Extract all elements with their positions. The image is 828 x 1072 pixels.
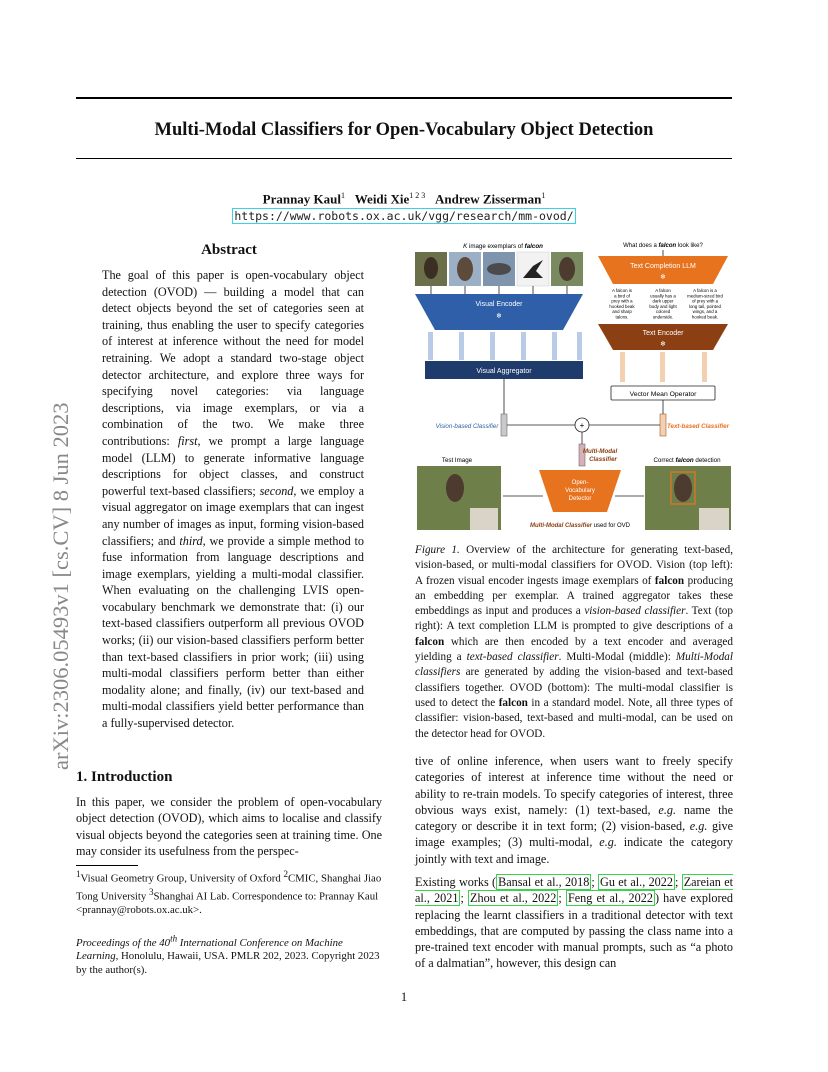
author-name: Andrew Zisserman — [435, 191, 542, 207]
llm-description-line: colored — [655, 309, 671, 315]
llm-label: Text Completion LLM — [630, 263, 696, 270]
snowflake-icon: ❄ — [660, 274, 666, 281]
fn-text: CMIC, Shanghai Jiao Tong University — [76, 872, 382, 903]
intro-text: In this paper, we consider the problem of open-vocabulary object detection (OVOD), which aims to localise and classify visual objects beyond the categories seen at training time. One may consider its usefulness from the perspec- — [76, 795, 382, 859]
fn-text: Visual Geometry Group, University of Oxford — [80, 872, 284, 885]
caption-bold: falcon — [415, 635, 445, 648]
fn-sup: 1 — [76, 869, 81, 879]
citation-link[interactable]: Zareian et al., 2021 — [415, 875, 734, 906]
falcon-shape — [559, 257, 575, 281]
citation-link[interactable]: Gu et al., 2022 — [600, 875, 673, 889]
body-text: indicate the category jointly with text and image. — [415, 835, 733, 866]
llm-description-line: body and light — [649, 303, 677, 309]
body-text: name the category or describe it in text form; (2) vision-based, — [415, 802, 733, 834]
llm-descriptions — [609, 288, 723, 320]
caption-text: Overview of the architecture for generating text-based, vision-based, or multi-modal classifiers for OVOD. Vision (top left): A frozen visual encoder ingests image exemplars of — [415, 544, 733, 587]
vision-embeddings — [428, 332, 582, 360]
llm-description-line: A falcon — [655, 288, 671, 293]
author-list — [76, 191, 732, 207]
author-affil: 1 — [541, 191, 546, 200]
caption-emph: vision-based classifier — [584, 605, 686, 618]
vision-classifier-label: Vision-based Classifier — [435, 423, 499, 430]
body-text: tive of online inference, when users want to freely specify categories of interest at inference time without the need or ability to re-train models. To specify categories of interest, three obvious ways exist, namely: (1) text-based, — [415, 754, 733, 817]
figure-caption — [415, 543, 733, 742]
llm-description-line: underside. — [652, 314, 674, 320]
body-emph: e.g. — [689, 819, 708, 834]
person-shape — [699, 508, 729, 530]
text-classifier-bar — [660, 414, 666, 436]
proc-text: Proceedings of the — [76, 936, 160, 949]
title-rule — [76, 158, 732, 159]
caption-text: in a standard model. Note, all three types of classifier: vision-based, text-based and multi-modal, can be used on the detector head for OVOD. — [415, 696, 733, 740]
falcon-shape — [424, 257, 438, 279]
citation-sep: ; — [558, 891, 566, 906]
body-text: Existing works ( — [415, 875, 497, 889]
llm-description-line: long tail, pointed — [689, 303, 721, 309]
right-column-paragraph — [415, 753, 733, 867]
arxiv-watermark — [12, 290, 73, 770]
abstract-emph: second — [259, 483, 294, 498]
plus-icon: + — [579, 421, 585, 430]
llm-description-line: A falcon is a — [693, 288, 717, 293]
llm-description-line: hooked beak. — [691, 314, 719, 320]
section-heading-introduction: 1. Introduction — [76, 769, 173, 785]
person-shape — [470, 508, 498, 530]
body-text: ) have explored replacing the learnt classifiers in a traditional detector with text embeddings, that are computed by passing the class name into a pre-trained text encoder with manual prompts, such as “a photo of a dalmatian”, however, this design can — [415, 891, 734, 971]
caption-text: which are then encoded by a text encoder and averaged yielding a — [415, 635, 733, 664]
llm-description-line: and sharp — [612, 309, 632, 315]
body-emph: e.g. — [599, 835, 617, 850]
paper-title: Multi-Modal Classifiers for Open-Vocabulary Object Detection — [154, 120, 654, 140]
footnote — [76, 868, 382, 918]
llm-description-line: medium-sized bird — [687, 293, 723, 299]
falcon-shape — [446, 474, 464, 502]
caption-bold: falcon — [654, 574, 685, 587]
visual-encoder-block — [415, 294, 583, 330]
falcon-shape — [674, 474, 692, 502]
intro-body — [76, 794, 382, 860]
page-number: 1 — [400, 990, 408, 1004]
exemplar-images — [415, 252, 583, 286]
fn-sup: 3 — [149, 887, 154, 898]
proc-text: International Conference on Machine Learning — [76, 936, 343, 963]
proc-text: , Honolulu, Hawaii, USA. PMLR 202, 2023. Copyright 2023 by the author(s). — [76, 950, 380, 976]
caption-text: . Text (top right): A text completion LLM is prompted to give descriptions of a — [415, 605, 733, 633]
test-image-label: Test Image — [441, 457, 473, 464]
abstract-text: , we prompt a large language model (LLM) to generate informative language descriptions for object classes, and construct powerful text-based classifiers; — [102, 433, 364, 498]
snowflake-icon: ❄ — [660, 341, 666, 348]
correct-detection-label: Correct falcon detection — [653, 457, 721, 464]
falcon-shape — [457, 257, 473, 281]
caption-label: Figure 1. — [415, 544, 460, 556]
llm-description-line: usually has a — [650, 293, 676, 299]
arxiv-id: arXiv:2306.05493v1 [cs.CV] 8 Jun 2023 — [48, 402, 73, 770]
caption-text: are generated by adding the vision-based and text-based classifiers together. OVOD (bottom): The multi-modal classifier is used to detect the — [415, 666, 733, 709]
abstract-text: , we provide a simple method to fuse information from language descriptions and image exemplars, yielding a multi-modal classifier. When evaluating on the challenging LVIS open-vocabulary benchmark we demonstrate that: (i) our text-based classifiers outperform all previous OVOD works; (ii) our vision-based classifiers perform better than text-based classifiers in prior work; (iii) using multi-modal classifiers perform better than either modality alone; and finally, (iv) our text-based and multi-modal classifiers yield better performance than a fully-supervised detector. — [102, 533, 365, 731]
llm-description-line: hooked beak — [609, 303, 635, 309]
exemplar-arrows — [431, 286, 567, 294]
llm-description-line: A falcon is — [611, 288, 633, 293]
proc-text: 40 — [159, 936, 171, 949]
mm-classifier-label: Multi-Modal Classifier — [582, 448, 618, 463]
fn-sup: 2 — [283, 869, 288, 879]
visual-aggregator-label: Visual Aggregator — [476, 368, 532, 375]
citation-link[interactable]: Zhou et al., 2022 — [470, 891, 557, 906]
caption-emph: Multi-Modal classifiers — [415, 651, 733, 679]
llm-description-line: prey with a — [611, 298, 633, 304]
citation-sep: ; — [460, 891, 469, 906]
snowflake-icon: ❄ — [496, 313, 502, 320]
proc-sup: th — [170, 933, 178, 943]
ovd-label: Open-Vocabulary Detector — [565, 480, 595, 502]
citation-sep: ; — [674, 875, 682, 889]
author-affil: 1 — [341, 191, 346, 200]
llm-description-line: dark upper — [652, 298, 674, 304]
vector-mean-label: Vector Mean Operator — [629, 391, 697, 398]
body-emph: e.g. — [658, 802, 677, 817]
abstract-text: , we employ a visual aggregator on image exemplars that can ingest any number of images as input, forming vision-based classifiers; and — [102, 483, 364, 548]
vision-classifier-bar — [501, 414, 507, 436]
fig-k-label: K image exemplars of falcon — [463, 243, 543, 250]
text-classifier-label: Text-based Classifier — [666, 423, 730, 430]
caption-bold: falcon — [498, 696, 528, 709]
author-affil: 1 2 3 — [409, 191, 426, 200]
llm-description-line: a bird of — [614, 293, 630, 299]
top-rule — [76, 97, 732, 99]
fig-question: What does a falcon look like? — [623, 243, 703, 249]
author-name: Weidi Xie — [354, 191, 410, 207]
visual-encoder-label: Visual Encoder — [475, 301, 523, 308]
body-text: give image examples; (3) multi-modal, — [415, 819, 733, 850]
fn-text: Shanghai AI Lab. Correspondence to: Prannay Kaul <prannay@robots.ox.ac.uk>. — [76, 890, 379, 917]
caption-emph: text-based classifier — [466, 651, 559, 664]
project-link[interactable]: https://www.robots.ox.ac.uk/vgg/research/mm-ovod/ — [234, 209, 574, 223]
architecture-figure — [415, 238, 733, 538]
abstract-heading: Abstract — [201, 242, 257, 258]
footnote-rule — [76, 865, 138, 866]
caption-text: producing an embedding per exemplar. A trained aggregator takes these embeddings as input and produces a — [415, 574, 733, 618]
author-name: Prannay Kaul — [262, 191, 342, 207]
llm-description-line: talons. — [615, 314, 629, 320]
llm-description-line: of prey with a — [691, 298, 719, 304]
mm-used-label: Multi-Modal Classifier used for OVD — [529, 523, 631, 529]
llm-description-line: wings, and a — [692, 309, 718, 315]
falcon-shape — [487, 263, 511, 275]
text-encoder-label: Text Encoder — [642, 330, 684, 337]
project-url — [76, 209, 732, 223]
caption-text: . Multi-Modal (middle): — [558, 651, 676, 664]
citation-link[interactable]: Bansal et al., 2018 — [498, 875, 590, 889]
proceedings-note — [76, 932, 382, 977]
abstract-emph: first — [177, 433, 198, 448]
abstract-body — [102, 267, 364, 732]
citation-sep: ; — [591, 875, 599, 889]
abstract-text: The goal of this paper is open-vocabulary object detection (OVOD) — building a model that can detect objects beyond the set of categories seen at training, thus enabling the user to specify categories of interest at inference without the need for model retraining. We adopt a standard two-stage object detector architecture, and explore three ways for specifying novel categories: via language descriptions, via image exemplars, or via a combination of the two. We make three contributions: — [102, 268, 364, 448]
right-column-paragraph — [415, 874, 733, 972]
abstract-emph: third — [179, 533, 203, 548]
text-embeddings — [620, 352, 707, 382]
citation-link[interactable]: Feng et al., 2022 — [567, 891, 653, 906]
